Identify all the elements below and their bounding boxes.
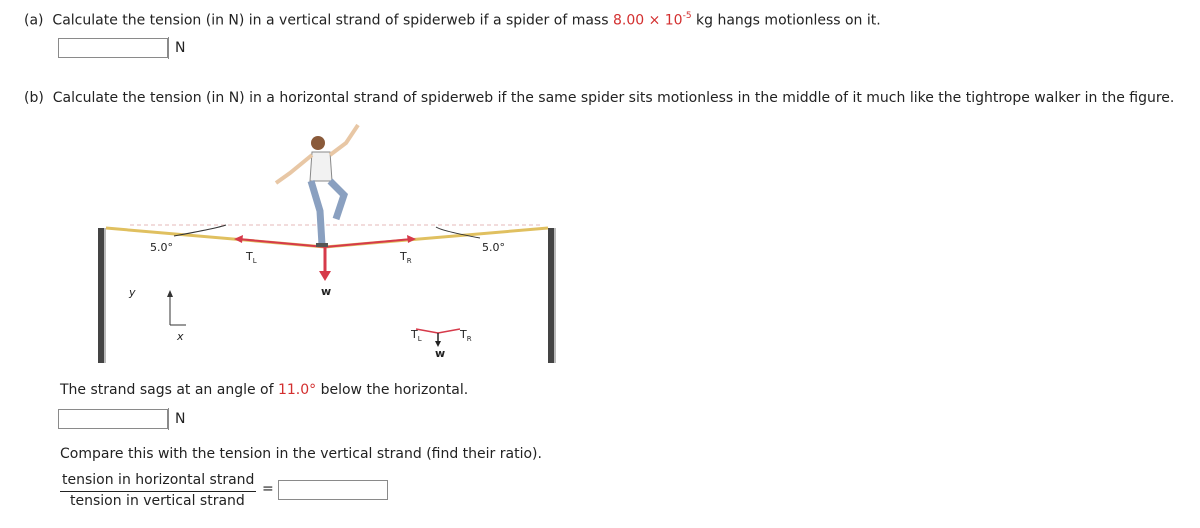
fbd-tension-right-label — [460, 328, 472, 343]
ratio-answer-input[interactable] — [278, 480, 388, 500]
ratio-denominator: tension in vertical strand — [70, 493, 245, 509]
tension-left-arrow — [238, 239, 325, 247]
answer-a-unit: N — [168, 37, 185, 59]
answer-b-input[interactable] — [58, 409, 168, 429]
compare-sentence: Compare this with the tension in the vertical strand (find their ratio). — [60, 446, 542, 462]
question-b — [24, 90, 1174, 106]
fbd-tension-right-letter: T — [460, 328, 467, 341]
weight-label: w — [321, 285, 332, 298]
tension-right-label — [400, 250, 412, 265]
left-angle-arc — [174, 225, 226, 236]
question-a — [24, 12, 881, 29]
mass-exponent: -5 — [682, 11, 692, 21]
fbd-tension-right-sub: R — [466, 335, 472, 344]
mass-mantissa: 8.00 — [612, 12, 645, 29]
tension-right-arrow — [325, 239, 412, 247]
angle-left-label: 5.0° — [150, 241, 173, 254]
part-a-text-before: Calculate the tension (in N) in a vertical strand of spiderweb if a spider of mass — [52, 12, 613, 29]
tension-right-letter: T — [400, 250, 407, 263]
ratio-numerator: tension in horizontal strand — [62, 472, 255, 488]
axis-y-label: y — [129, 286, 136, 299]
sag-text-after: below the horizontal. — [316, 382, 469, 398]
coordinate-axes — [167, 290, 186, 325]
part-a-label: (a) — [24, 12, 44, 29]
part-b-label: (b) — [24, 90, 44, 106]
right-pole — [548, 228, 556, 363]
sag-sentence — [60, 382, 468, 398]
tension-left-letter: T — [246, 250, 253, 263]
sag-angle-value: 11.0° — [277, 382, 317, 398]
mass-times: × 10 — [648, 12, 683, 29]
tightrope-walker — [276, 125, 358, 247]
left-pole — [98, 228, 106, 363]
ratio-equals: = — [262, 481, 274, 497]
tension-right-sub: R — [406, 257, 412, 266]
part-a-text-after: kg hangs motionless on it. — [691, 12, 881, 29]
fbd-tension-left-sub: L — [417, 335, 422, 344]
tension-left-label — [246, 250, 257, 265]
sag-text-before: The strand sags at an angle of — [60, 382, 278, 398]
tension-left-sub: L — [252, 257, 257, 266]
fbd-tension-left-label — [411, 328, 422, 343]
answer-b-unit: N — [168, 408, 185, 430]
answer-a-input[interactable] — [58, 38, 168, 58]
fbd-weight-label: w — [435, 347, 446, 360]
angle-right-label: 5.0° — [482, 241, 505, 254]
fbd-tension-left-letter: T — [411, 328, 418, 341]
part-b-text: Calculate the tension (in N) in a horizontal strand of spiderweb if the same spider sits motionless in the middle of it much like the tightrope walker in the figure. — [52, 90, 1175, 106]
axis-x-label: x — [177, 330, 184, 343]
free-body-diagram — [416, 329, 460, 347]
fraction-bar — [60, 491, 256, 492]
